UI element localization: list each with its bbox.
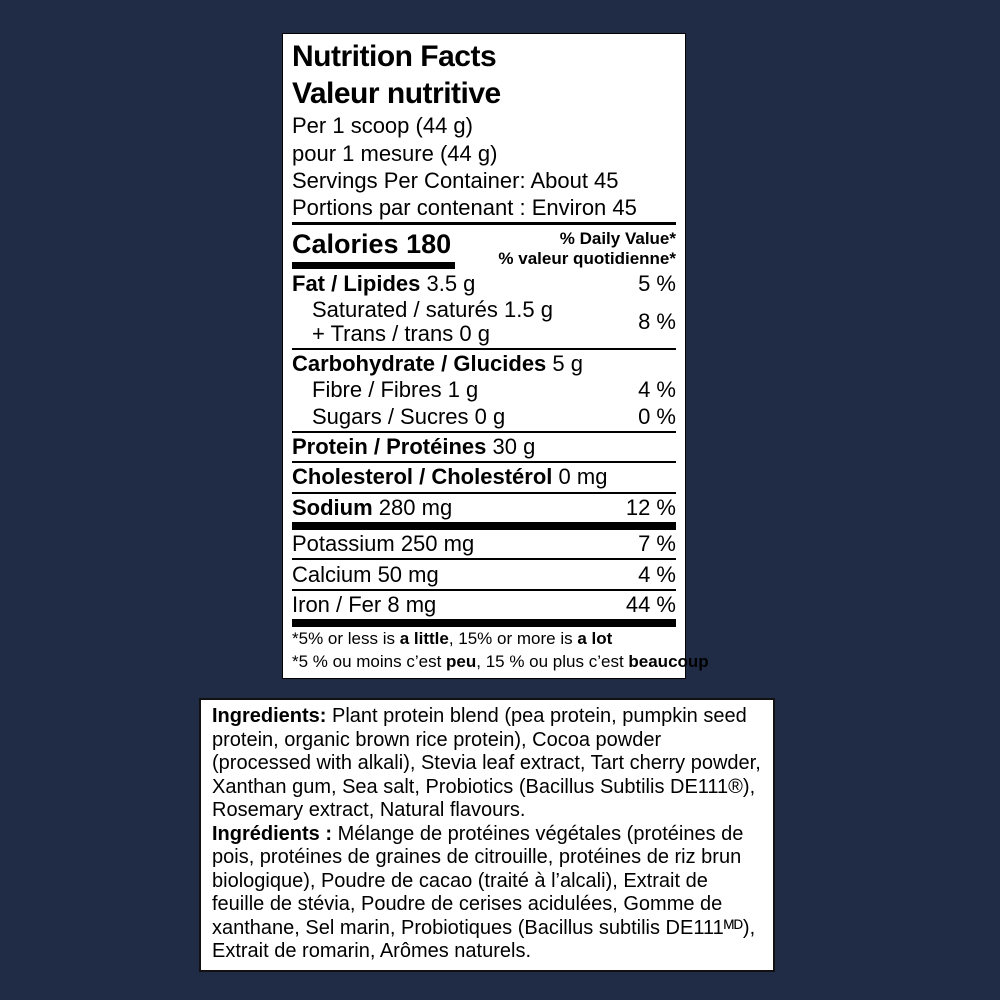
nutrient-row-saturated-trans: [292, 298, 676, 346]
nutrient-dv: 8 %: [638, 308, 676, 334]
nutrient-dv: 4 %: [638, 377, 676, 403]
divider: [292, 461, 676, 463]
nutrient-label: Fat / Lipides 3.5 g: [292, 270, 476, 296]
daily-value-header-fr: % valeur quotidienne*: [498, 248, 676, 268]
nutrient-row-sugars: [292, 405, 676, 429]
nutrient-row-fat: [292, 272, 676, 296]
divider: [292, 222, 676, 225]
divider: [292, 431, 676, 433]
thick-divider: [292, 522, 676, 530]
nutrient-label: Saturated / saturés 1.5 g + Trans / trans 0 g: [312, 296, 553, 346]
nutrient-dv: 5 %: [638, 270, 676, 296]
calories-number: 180: [406, 229, 452, 260]
divider: [292, 348, 676, 350]
nutrient-row-potassium: [292, 532, 676, 556]
thick-divider: [292, 619, 676, 627]
nutrient-label: Cholesterol / Cholestérol 0 mg: [292, 464, 608, 490]
serving-size-en: Per 1 scoop (44 g): [292, 113, 473, 139]
nutrient-label: Iron / Fer 8 mg: [292, 592, 437, 618]
divider: [292, 492, 676, 494]
ingredients-fr: [212, 823, 762, 964]
nutrient-dv: 12 %: [625, 494, 676, 520]
daily-value-header: [498, 229, 676, 268]
nutrient-label: Sodium 280 mg: [292, 494, 453, 520]
nutrient-row-cholesterol: [292, 465, 676, 489]
nutrient-dv: 4 %: [638, 561, 676, 587]
ingredients-lead-fr: Ingrédients :: [212, 822, 333, 845]
calories-value: [292, 229, 455, 269]
ingredients-text-fr: Mélange de protéines végétales (protéines de pois, protéines de graines de citrouille, protéines de riz brun biologique), Poudre de cacao (traité à l’alcali), Extrait de feuille de stévia, Poudre de cerises acidulées, Gomme de xanthane, Sel marin, Probiotiques (Bacillus subtilis DE111ᴹᴰ), Extrait de romarin, Arômes naturels.: [212, 822, 756, 962]
serving-size-fr: pour 1 mesure (44 g): [292, 140, 498, 166]
nutrient-row-iron: [292, 593, 676, 617]
nutrient-dv: 0 %: [638, 403, 676, 429]
footnote-en: *5% or less is a little, 15% or more is a lot: [292, 629, 613, 649]
calories-label: Calories: [292, 229, 399, 260]
servings-per-container-fr: Portions par contenant : Environ 45: [292, 195, 637, 221]
divider: [292, 589, 676, 591]
nutrient-label: Fibre / Fibres 1 g: [312, 377, 479, 403]
nutrient-row-calcium: [292, 563, 676, 587]
ingredients-en: [212, 705, 762, 823]
nutrient-label: Protein / Protéines 30 g: [292, 434, 536, 460]
ingredients-panel: [199, 698, 775, 972]
nutrient-dv: 7 %: [638, 531, 676, 557]
nutrient-label: Carbohydrate / Glucides 5 g: [292, 351, 584, 377]
nutrition-facts-title-en: Nutrition Facts: [292, 40, 497, 73]
nutrient-row-fibre: [292, 378, 676, 402]
footnote-fr: *5 % ou moins c’est peu, 15 % ou plus c’est beaucoup: [292, 651, 709, 671]
nutrient-dv: 44 %: [625, 592, 676, 618]
divider: [292, 558, 676, 560]
calories-block: [292, 229, 676, 269]
nutrient-label: Calcium 50 mg: [292, 561, 439, 587]
servings-per-container-en: Servings Per Container: About 45: [292, 167, 619, 193]
nutrient-label: Sugars / Sucres 0 g: [312, 403, 506, 429]
nutrition-facts-panel: [282, 33, 709, 679]
nutrient-row-carbohydrate: [292, 352, 676, 376]
daily-value-header-en: % Daily Value*: [559, 229, 676, 249]
nutrition-facts-title-fr: Valeur nutritive: [292, 77, 501, 111]
nutrient-label: Potassium 250 mg: [292, 531, 475, 557]
nutrient-row-sodium: [292, 496, 676, 520]
ingredients-text-en: Plant protein blend (pea protein, pumpkin seed protein, organic brown rice protein), Cocoa powder (processed with alkali), Stevia leaf extract, Tart cherry powder, Xanthan gum, Sea salt, Probiotics (Bacillus Subtilis DE111®), Rosemary extract, Natural flavours.: [212, 705, 761, 821]
ingredients-lead-en: Ingredients:: [212, 705, 327, 727]
nutrient-row-protein: [292, 435, 676, 459]
